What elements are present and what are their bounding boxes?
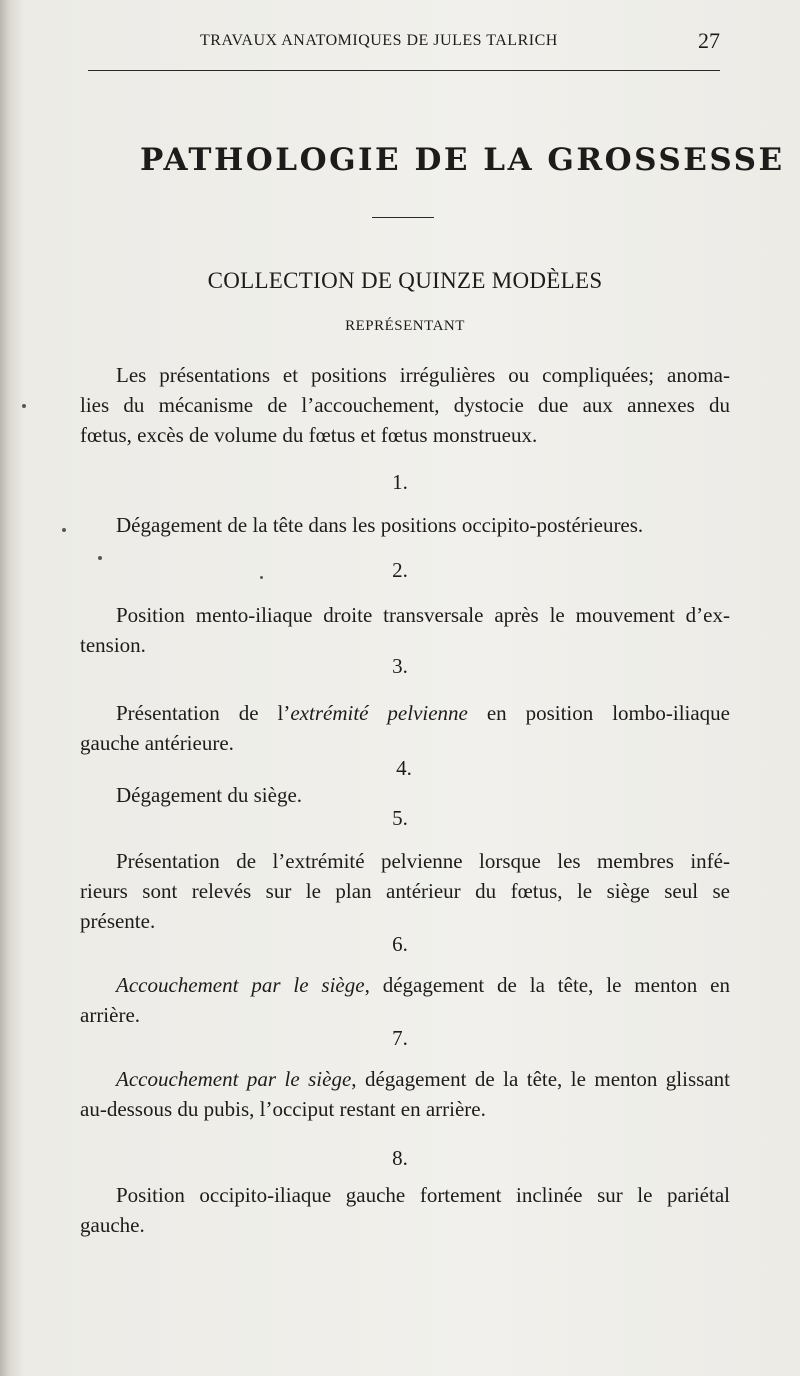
item-line: au-dessous du pubis, l’occiput restant en arrière.: [80, 1097, 486, 1121]
item-number: 5.: [392, 806, 408, 830]
item-line: Position occipito-iliaque gauche fortement inclinée sur le pariétal: [116, 1183, 730, 1207]
item-number: 7.: [392, 1026, 408, 1050]
item-line: présente.: [80, 909, 156, 933]
item-number: 6.: [392, 932, 408, 956]
item-text-run: en position lombo-iliaque: [467, 701, 730, 725]
item-emphasis: Accouchement par le siège: [116, 1067, 352, 1091]
item-2-text: [80, 600, 730, 660]
header-rule: [88, 70, 720, 71]
item-1-text: [80, 510, 730, 540]
item-line: [80, 1064, 730, 1094]
item-number: 8.: [392, 1146, 408, 1170]
item-emphasis: extrémité pelvienne: [290, 701, 468, 725]
intro-line-1: Les présentations et positions irrégulières ou compliquées; anoma-: [116, 363, 730, 387]
item-line: Présentation de l’extrémité pelvienne lorsque les membres infé-: [116, 849, 730, 873]
page-number: 27: [698, 28, 720, 53]
item-text-run: Présentation de l’: [116, 701, 291, 725]
item-5-text: [80, 846, 730, 936]
intro-line-3: fœtus, excès de volume du fœtus et fœtus monstrueux.: [80, 423, 538, 447]
item-text-run: , dégagement de la tête, le menton glissant: [351, 1067, 730, 1091]
print-speck: [62, 528, 66, 532]
item-3-text: [80, 698, 730, 758]
item-line: [80, 970, 730, 1000]
collection-subtitle: REPRÉSENTANT: [345, 318, 465, 334]
item-line: Dégagement du siège.: [116, 783, 303, 807]
item-number: 4.: [396, 756, 412, 780]
print-speck: [98, 556, 102, 560]
item-number: 2.: [392, 558, 408, 582]
item-6-text: [80, 970, 730, 1030]
print-speck: [260, 576, 263, 579]
item-emphasis: Accouchement par le siège: [116, 973, 365, 997]
item-text-run: , dégagement de la tête, le menton en: [364, 973, 730, 997]
item-number: 3.: [392, 654, 408, 678]
chapter-title: PATHOLOGIE DE LA GROSSESSE: [140, 142, 785, 178]
intro-paragraph: [80, 360, 730, 450]
item-line: rieurs sont relevés sur le plan antérieur du fœtus, le siège seul se: [80, 879, 730, 903]
running-head: TRAVAUX ANATOMIQUES DE JULES TALRICH: [200, 32, 558, 49]
intro-line-2: lies du mécanisme de l’accouchement, dystocie due aux annexes du: [80, 393, 730, 417]
item-line: Dégagement de la tête dans les positions occipito-postérieures.: [116, 513, 644, 537]
item-line: gauche antérieure.: [80, 731, 234, 755]
item-number: 1.: [392, 470, 408, 494]
item-line: [80, 698, 730, 728]
item-line: arrière.: [80, 1003, 141, 1027]
item-line: tension.: [80, 633, 146, 657]
item-line: Position mento-iliaque droite transversale après le mouvement d’ex-: [116, 603, 730, 627]
item-line: gauche.: [80, 1213, 145, 1237]
title-divider: [372, 217, 434, 218]
collection-title: COLLECTION DE QUINZE MODÈLES: [207, 268, 603, 293]
item-8-text: [80, 1180, 730, 1240]
item-7-text: [80, 1064, 730, 1124]
print-speck: [22, 404, 26, 408]
